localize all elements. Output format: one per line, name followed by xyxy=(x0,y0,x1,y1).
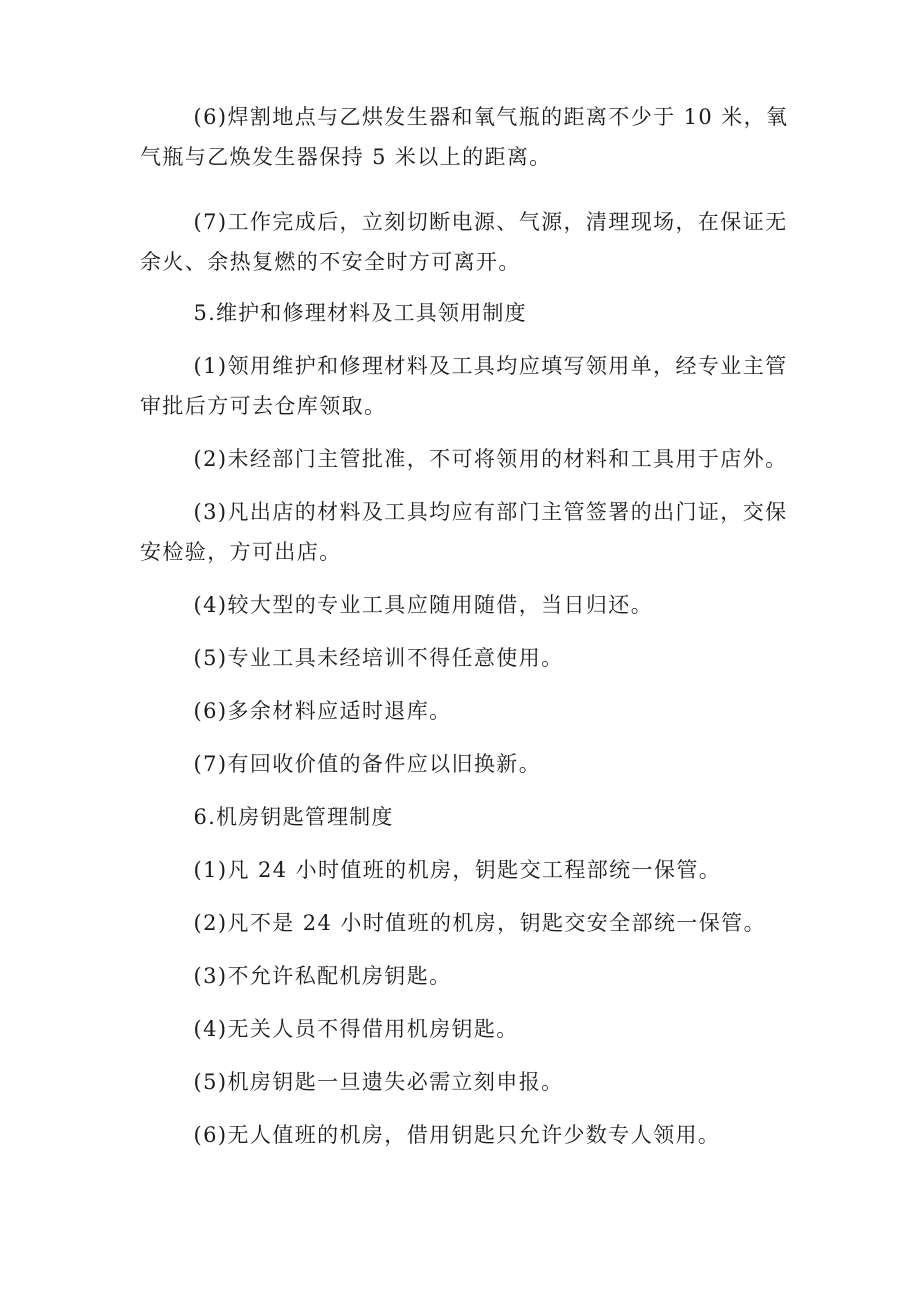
item-materials-7: (7)有回收价值的备件应以旧换新。 xyxy=(193,752,542,776)
item-materials-1: (1)领用维护和修理材料及工具均应填写领用单，经专业主管审批后方可去仓库领取。 xyxy=(140,354,788,418)
item-materials-3: (3)凡出店的材料及工具均应有部门主管签署的出门证，交保安检验，方可出店。 xyxy=(140,500,788,564)
item-materials-2: (2)未经部门主管批准，不可将领用的材料和工具用于店外。 xyxy=(193,447,788,471)
item-keys-4: (4)无关人员不得借用机房钥匙。 xyxy=(193,1017,519,1041)
item-welding-distance: (6)焊割地点与乙烘发生器和氧气瓶的距离不少于 10 米，氧气瓶与乙焕发生器保持 5 米以上的距离。 xyxy=(140,105,789,169)
item-keys-1: (1)凡 24 小时值班的机房，钥匙交工程部统一保管。 xyxy=(193,858,722,882)
item-keys-2: (2)凡不是 24 小时值班的机房，钥匙交安全部统一保管。 xyxy=(193,911,766,935)
item-materials-5: (5)专业工具未经培训不得任意使用。 xyxy=(193,646,564,670)
section-heading-materials-tools: 5.维护和修理材料及工具领用制度 xyxy=(193,301,527,325)
item-keys-6: (6)无人值班的机房，借用钥匙只允许少数专人领用。 xyxy=(193,1123,721,1147)
item-work-completion: (7)工作完成后，立刻切断电源、气源，清理现场，在保证无余火、余热复燃的不安全时方可离开。 xyxy=(140,210,788,274)
section-heading-key-management: 6.机房钥匙管理制度 xyxy=(193,805,394,829)
item-materials-6: (6)多余材料应适时退库。 xyxy=(193,699,452,723)
item-materials-4: (4)较大型的专业工具应随用随借，当日归还。 xyxy=(193,593,654,617)
item-keys-3: (3)不允许私配机房钥匙。 xyxy=(193,964,452,988)
item-keys-5: (5)机房钥匙一旦遗失必需立刻申报。 xyxy=(193,1070,564,1094)
